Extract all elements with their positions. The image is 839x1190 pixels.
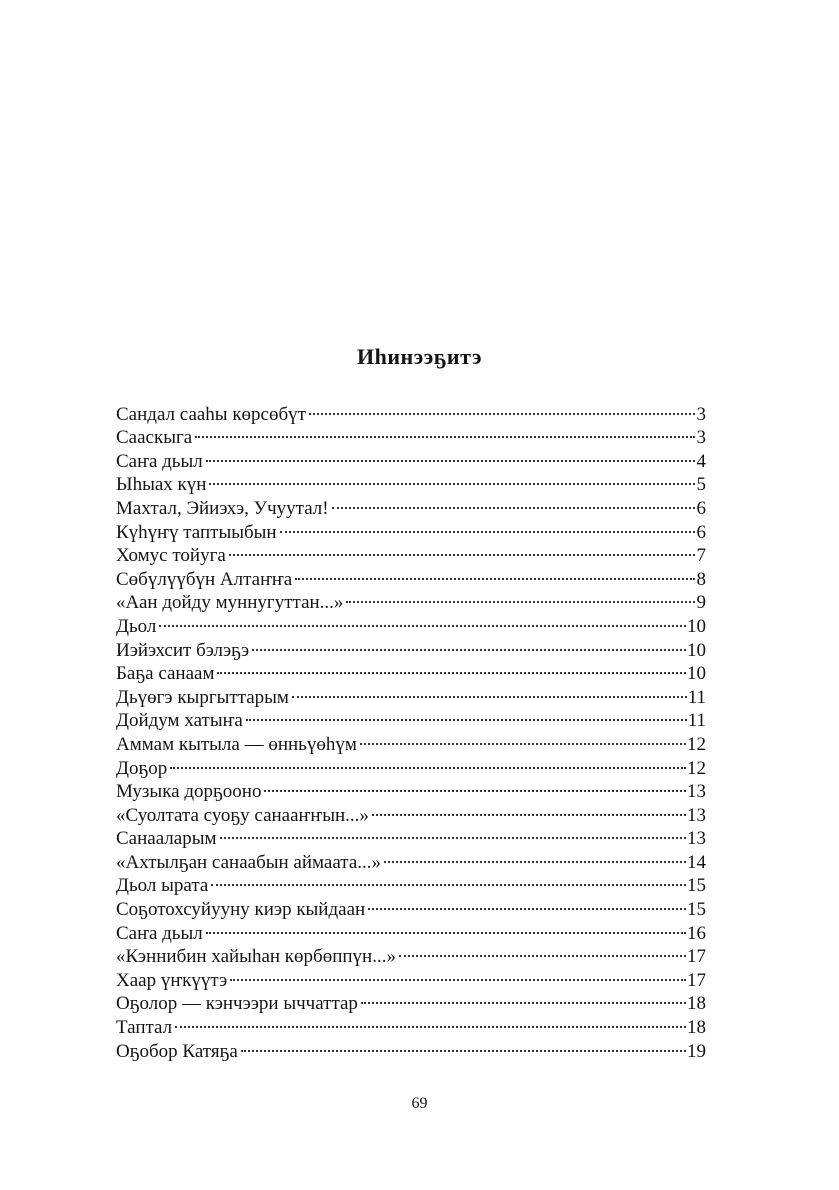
dot-leader	[359, 986, 686, 1010]
dot-leader	[344, 585, 695, 609]
toc-entry-page: 15	[687, 875, 706, 897]
toc-list	[116, 396, 706, 1062]
dot-leader	[173, 1009, 686, 1033]
toc-entry-page: 17	[687, 969, 706, 991]
page-number: 69	[411, 1095, 428, 1112]
toc-entry	[116, 750, 706, 779]
toc-entry-page: 10	[687, 615, 706, 637]
toc-entry-page: 10	[687, 663, 706, 685]
toc-entry	[116, 939, 706, 968]
toc-entry-title: Сөбүлүүбүн Алтаҥҥа	[116, 568, 293, 590]
dot-leader	[228, 962, 686, 986]
dot-leader	[204, 443, 695, 467]
dot-leader	[204, 915, 686, 939]
toc-entry	[116, 443, 706, 472]
toc-entry-title: «Суолтата суоҕу санааҥҥын...»	[116, 804, 369, 826]
toc-entry-page: 6	[696, 497, 706, 519]
toc-entry-title: Хаар үҥкүүтэ	[116, 969, 228, 991]
toc-entry-page: 4	[696, 450, 706, 472]
toc-entry-title: Сааскыга	[116, 427, 193, 449]
toc-entry-page: 10	[687, 639, 706, 661]
dot-leader	[397, 939, 686, 963]
toc-entry	[116, 420, 706, 449]
toc-entry-title: Саҥа дьыл	[116, 922, 203, 944]
dot-leader	[207, 467, 695, 491]
toc-entry	[116, 915, 706, 944]
toc-entry-title: Таптал	[116, 1017, 173, 1039]
toc-entry-page: 12	[687, 733, 706, 755]
toc-entry-page: 16	[687, 922, 706, 944]
dot-leader	[209, 868, 686, 892]
toc-entry-title: Дьүөгэ кыргыттарым	[116, 686, 289, 708]
dot-leader	[370, 797, 686, 821]
toc-entry-title: Музыка дорҕооно	[116, 781, 262, 803]
dot-leader	[366, 891, 686, 915]
toc-entry-page: 17	[687, 946, 706, 968]
toc-entry-title: Аммам кытыла — өнньүөһүм	[116, 733, 357, 755]
toc-entry-title: Оҕобор Катяҕа	[116, 1040, 238, 1062]
toc-entry	[116, 774, 706, 803]
dot-leader	[227, 538, 695, 562]
toc-entry	[116, 1009, 706, 1039]
dot-leader	[278, 514, 695, 538]
toc-entry-page: 5	[696, 474, 706, 496]
toc-entry-page: 18	[687, 1017, 706, 1039]
toc-entry-title: Хомус тойуга	[116, 545, 226, 567]
toc-entry-page: 3	[696, 427, 706, 449]
dot-leader	[239, 1033, 686, 1057]
toc-entry-page: 19	[687, 1040, 706, 1062]
dot-leader	[157, 608, 686, 632]
dot-leader	[250, 632, 686, 656]
toc-heading: Иһинээҕитэ	[357, 344, 482, 369]
dot-leader	[218, 821, 686, 845]
toc-entry-title: Дойдум хатыҥа	[116, 710, 243, 732]
toc-entry	[116, 396, 706, 425]
dot-leader	[307, 396, 695, 420]
toc-entry-title: «Кэннибин хайыһан көрбөппүн...»	[116, 946, 396, 968]
toc-entry-page: 6	[696, 521, 706, 543]
toc-entry-title: «Ахтылҕан санаабын аймаата...»	[116, 851, 382, 873]
toc-entry-page: 8	[696, 568, 706, 590]
toc-entry-title: Оҕолор — кэнчээри ыччаттар	[116, 993, 358, 1015]
toc-entry-page: 9	[696, 592, 706, 614]
toc-entry-page: 12	[687, 757, 706, 779]
toc-entry-title: Күһүҥү таптыыбын	[116, 521, 277, 543]
toc-entry-title: Доҕор	[116, 757, 168, 779]
toc-entry-page: 13	[687, 781, 706, 803]
toc-entry-title: Сандал сааһы көрсөбүт	[116, 403, 306, 425]
toc-entry-title: Саҥа дьыл	[116, 450, 203, 472]
toc-entry-title: Баҕа санаам	[116, 663, 215, 685]
toc-entry	[116, 608, 706, 637]
dot-leader	[262, 774, 686, 798]
toc-entry	[116, 632, 706, 661]
toc-entry-page: 14	[687, 851, 706, 873]
toc-entry-title: Дьол ырата	[116, 875, 209, 897]
toc-entry-title: Дьол	[116, 615, 157, 637]
toc-entry-title: Санааларым	[116, 828, 217, 850]
toc-entry-title: «Аан дойду муннугуттан...»	[116, 592, 344, 614]
toc-entry-page: 3	[696, 403, 706, 425]
toc-entry	[116, 467, 706, 496]
dot-leader	[168, 750, 686, 774]
toc-entry-page: 18	[687, 993, 706, 1015]
toc-entry-title: Иэйэхсит бэлэҕэ	[116, 639, 250, 661]
dot-leader	[193, 420, 695, 444]
toc-entry-title: Соҕотохсуйууну киэр кыйдаан	[116, 899, 366, 921]
dot-leader	[382, 844, 686, 868]
toc-entry-page: 11	[687, 710, 706, 732]
toc-entry-page: 13	[687, 828, 706, 850]
dot-leader	[244, 703, 687, 727]
toc-entry-page: 11	[687, 686, 706, 708]
dot-leader	[330, 490, 695, 514]
dot-leader	[293, 561, 695, 585]
toc-entry	[116, 1033, 706, 1062]
dot-leader	[358, 726, 686, 750]
toc-entry-page: 7	[696, 545, 706, 567]
dot-leader	[215, 656, 686, 680]
toc-entry-title: Ыһыах күн	[116, 474, 207, 496]
dot-leader	[290, 679, 687, 703]
toc-entry-title: Махтал, Эйиэхэ, Учуутал!	[116, 497, 329, 519]
toc-entry-page: 15	[687, 899, 706, 921]
toc-entry-page: 13	[687, 804, 706, 826]
